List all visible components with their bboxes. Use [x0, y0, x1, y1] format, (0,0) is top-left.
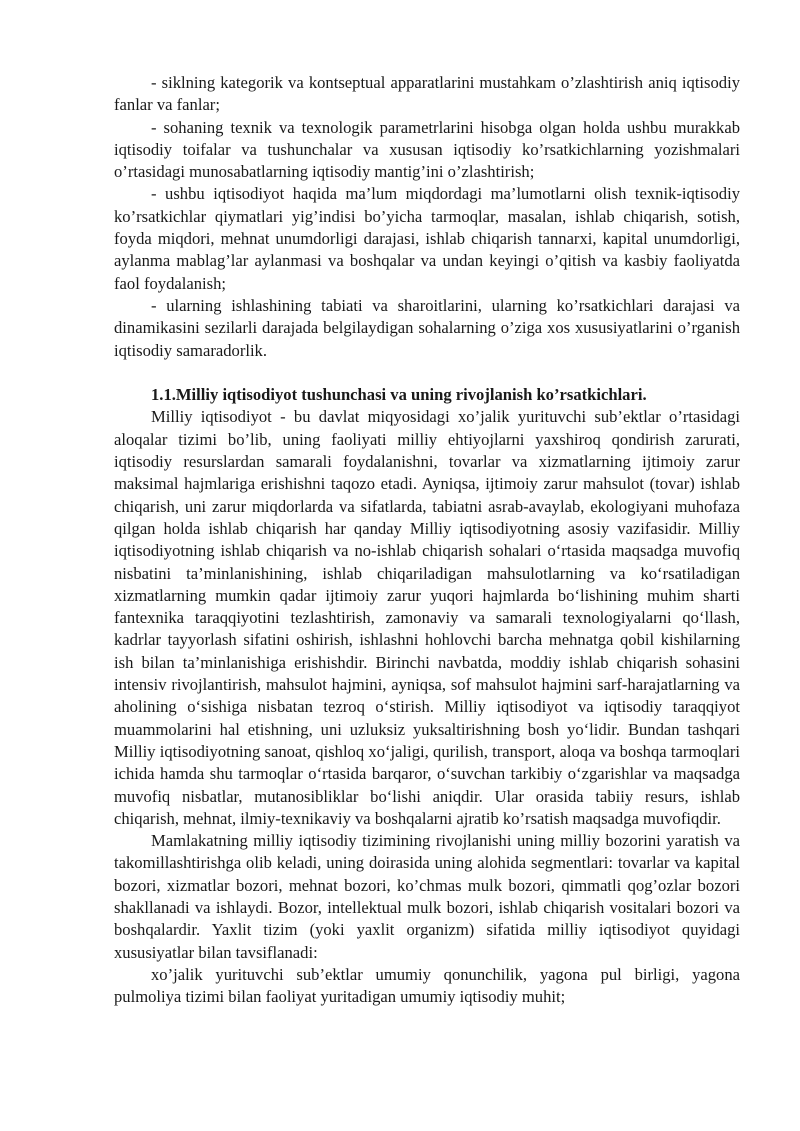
intro-item-3: - ushbu iqtisodiyot haqida ma’lum miqdordagi ma’lumotlarni olish texnik-iqtisodiy ko’rsatkichlar qiymatlari yig’indisi bo’yicha tarmoqlar, masalan, ishlab chiqarish, sotish, foyda miqdori, mehnat unumdorligi darajasi, ishlab chiqarish tannarxi, kapital unumdorligi, aylanma mablag’lar aylanmasi va boshqalar va undan keyingi o’qitish va kasbiy faoliyatda faol foydalanish; — [114, 184, 740, 293]
spacer — [114, 362, 740, 384]
intro-item-4: - ularning ishlashining tabiati va sharoitlarini, ularning ko’rsatkichlari darajasi va dinamikasini sezilarli darajada belgilaydigan sohalarning o’ziga xos xususiyatlarini o’rganish iqtisodiy samaradorlik. — [114, 295, 740, 360]
body-paragraph-3: xo’jalik yurituvchi sub’ektlar umumiy qonunchilik, yagona pul birligi, yagona pulmoliya tizimi bilan faoliyat yuritadigan umumiy iqtisodiy muhit; — [114, 964, 740, 1007]
document-page — [114, 72, 740, 1008]
intro-item-2: - sohaning texnik va texnologik parametrlarini hisobga olgan holda ushbu murakkab iqtisodiy toifalar va tushunchalar va xususan iqtisodiy ko’rsatkichlarning yozishmalari o’rtasidagi munosabatlarning iqtisodiy mantig’ini o’zlashtirish; — [114, 117, 740, 182]
body-paragraph-2: Mamlakatning milliy iqtisodiy tizimining rivojlanishi uning milliy bozorini yaratish va takomillashtirishga olib keladi, uning doirasida uning alohida segmentlari: tovarlar va kapital bozori, xizmatlar bozori, mehnat bozori, ko’chmas mulk bozori, qimmatli qog’ozlar bozori shakllanadi va ishlaydi. Bozor, intellektual mulk bozori, ishlab chiqarish vositalari bozori va boshqalardir. Yaxlit tizim (yoki yaxlit organizm) sifatida milliy iqtisodiyot quyidagi xususiyatlar bilan tavsiflanadi: — [114, 831, 740, 962]
body-paragraph-1: Milliy iqtisodiyot - bu davlat miqyosidagi xo’jalik yurituvchi sub’ektlar o’rtasidagi aloqalar tizimi bo’lib, uning faoliyati milliy ehtiyojlarni yaxshiroq qondirish zarurati, iqtisodiy resurslardan samarali foydalanishni, tovarlar va xizmatlarning ijtimoiy zarur maksimal hajmlariga erishishni taqozo etadi. Ayniqsa, ijtimoiy zarur mahsulot (tovar) ishlab chiqarish, uni zarur miqdorlarda va sifatlarda, tabiatni asrab-avaylab, ekologiyani muhofaza qilgan holda ishlab chiqarish har qanday Milliy iqtisodiyotning asosiy vazifasidir. Milliy iqtisodiyotning ishlab chiqarish va no-ishlab chiqarish sohalari o‘rtasida maqsadga muvofiq nisbatini ta’minlanishining, ishlab chiqariladigan mahsulotlarning va ko‘rsatiladigan xizmatlarning mumkin qadar ijtimoiy zarur yuqori hajmlarda bo‘lishining muhim sharti fantexnika taraqqiyotini tezlashtirish, zamonaviy va samarali texnologiyalarni qo‘llash, kadrlar tayyorlash sifatini oshirish, ishlashni hohlovchi barcha mehnatga qobil kishilarning ish bilan ta’minlanishiga erishishdir. Birinchi navbatda, moddiy ishlab chiqarish sohasini intensiv rivojlantirish, mahsulot hajmini, ayniqsa, sof mahsulot hajmini sarf-harajatlarning va aholining o‘sishiga nisbatan tezroq o‘stirish. Milliy iqtisodiyot va iqtisodiy taraqqiyot muammolarini hal etishning, uni uzluksiz yuksaltirishning bosh yo‘lidir. Bundan tashqari Milliy iqtisodiyotning sanoat, qishloq xo‘jaligi, qurilish, transport, aloqa va boshqa tarmoqlari ichida hamda shu tarmoqlar o‘rtasida barqaror, o‘suvchan tarkibiy o‘zgarishlar va maqsadga muvofiq nisbatlar, mutanosibliklar bo‘lishi aniqdir. Ular orasida tabiiy resurs, ishlab chiqarish, mehnat, ilmiy-texnikaviy va boshqalarni ajratib ko’rsatish maqsadga muvofiqdir. — [114, 407, 740, 828]
intro-item-1: - siklning kategorik va kontseptual apparatlarini mustahkam o’zlashtirish aniq iqtisodiy fanlar va fanlar; — [114, 73, 740, 115]
section-heading: 1.1.Milliy iqtisodiyot tushunchasi va uning rivojlanish ko’rsatkichlari. — [151, 385, 647, 405]
